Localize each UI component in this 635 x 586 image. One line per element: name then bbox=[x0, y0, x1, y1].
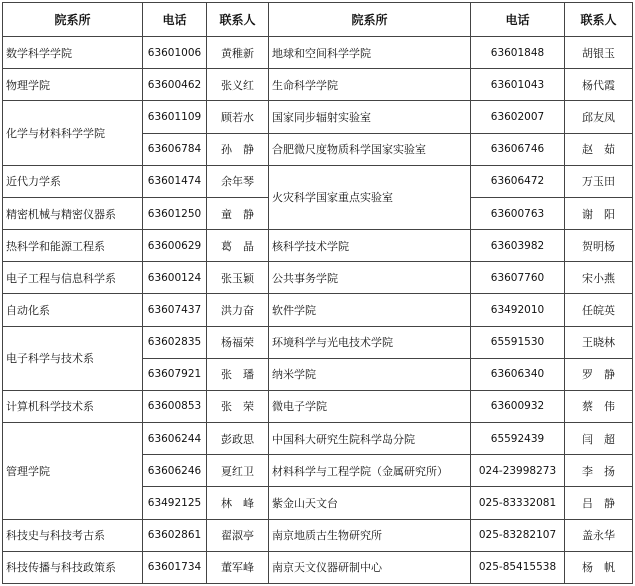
table-row bbox=[3, 326, 633, 358]
phone-cell: 025-83332081 bbox=[471, 487, 565, 519]
dept-cell: 电子工程与信息科学系 bbox=[3, 262, 143, 294]
contact-cell: 万玉田 bbox=[565, 165, 633, 197]
contact-cell: 罗 静 bbox=[565, 358, 633, 390]
dept-cell: 管理学院 bbox=[3, 423, 143, 519]
contact-cell: 顾若水 bbox=[207, 101, 269, 133]
phone-cell: 63602861 bbox=[143, 519, 207, 551]
contact-cell: 赵 茹 bbox=[565, 133, 633, 165]
dept-cell: 科技史与科技考古系 bbox=[3, 519, 143, 551]
contact-cell: 邱友凤 bbox=[565, 101, 633, 133]
dept-cell: 自动化系 bbox=[3, 294, 143, 326]
contact-cell: 王晓林 bbox=[565, 326, 633, 358]
contact-cell: 孙 静 bbox=[207, 133, 269, 165]
phone-cell: 63601848 bbox=[471, 37, 565, 69]
phone-cell: 63602835 bbox=[143, 326, 207, 358]
contact-cell: 张义红 bbox=[207, 69, 269, 101]
header-phone-right: 电话 bbox=[471, 3, 565, 37]
contact-cell: 胡银玉 bbox=[565, 37, 633, 69]
contact-cell: 夏红卫 bbox=[207, 455, 269, 487]
phone-cell: 65592439 bbox=[471, 423, 565, 455]
phone-cell: 63606244 bbox=[143, 423, 207, 455]
contact-cell: 洪力奋 bbox=[207, 294, 269, 326]
dept-cell: 软件学院 bbox=[269, 294, 471, 326]
dept-cell: 近代力学系 bbox=[3, 165, 143, 197]
dept-cell: 国家同步辐射实验室 bbox=[269, 101, 471, 133]
dept-cell: 微电子学院 bbox=[269, 390, 471, 422]
contact-cell: 翟淑亭 bbox=[207, 519, 269, 551]
contact-cell: 张 璠 bbox=[207, 358, 269, 390]
dept-cell: 南京天文仪器研制中心 bbox=[269, 551, 471, 583]
dept-cell: 纳米学院 bbox=[269, 358, 471, 390]
phone-cell: 63492010 bbox=[471, 294, 565, 326]
phone-cell: 63607760 bbox=[471, 262, 565, 294]
phone-cell: 63606246 bbox=[143, 455, 207, 487]
contact-cell: 董军峰 bbox=[207, 551, 269, 583]
contact-cell: 闫 超 bbox=[565, 423, 633, 455]
contact-cell: 葛 晶 bbox=[207, 230, 269, 262]
table-row bbox=[3, 230, 633, 262]
dept-cell: 生命科学学院 bbox=[269, 69, 471, 101]
phone-cell: 63601006 bbox=[143, 37, 207, 69]
phone-cell: 63600124 bbox=[143, 262, 207, 294]
contact-cell: 任皖英 bbox=[565, 294, 633, 326]
phone-cell: 63600853 bbox=[143, 390, 207, 422]
contact-cell: 杨 帆 bbox=[565, 551, 633, 583]
header-row bbox=[3, 3, 633, 37]
dept-cell: 数学科学学院 bbox=[3, 37, 143, 69]
dept-cell: 精密机械与精密仪器系 bbox=[3, 197, 143, 229]
phone-cell: 63606784 bbox=[143, 133, 207, 165]
table-row bbox=[3, 262, 633, 294]
contact-cell: 杨福荣 bbox=[207, 326, 269, 358]
contact-cell: 李 扬 bbox=[565, 455, 633, 487]
dept-cell: 地球和空间科学学院 bbox=[269, 37, 471, 69]
table-row bbox=[3, 551, 633, 583]
header-contact-left: 联系人 bbox=[207, 3, 269, 37]
phone-cell: 63606746 bbox=[471, 133, 565, 165]
table-row bbox=[3, 390, 633, 422]
phone-cell: 63600462 bbox=[143, 69, 207, 101]
dept-cell: 材料科学与工程学院（金属研究所） bbox=[269, 455, 471, 487]
contact-cell: 谢 阳 bbox=[565, 197, 633, 229]
phone-cell: 63601734 bbox=[143, 551, 207, 583]
phone-cell: 65591530 bbox=[471, 326, 565, 358]
table-row bbox=[3, 519, 633, 551]
phone-cell: 025-85415538 bbox=[471, 551, 565, 583]
dept-cell: 火灾科学国家重点实验室 bbox=[269, 165, 471, 229]
phone-cell: 63601109 bbox=[143, 101, 207, 133]
contact-cell: 张 荣 bbox=[207, 390, 269, 422]
contact-cell: 蔡 伟 bbox=[565, 390, 633, 422]
dept-cell: 公共事务学院 bbox=[269, 262, 471, 294]
contact-cell: 彭政思 bbox=[207, 423, 269, 455]
contact-cell: 童 静 bbox=[207, 197, 269, 229]
header-dept-right: 院系所 bbox=[269, 3, 471, 37]
dept-cell: 合肥微尺度物质科学国家实验室 bbox=[269, 133, 471, 165]
dept-cell: 核科学技术学院 bbox=[269, 230, 471, 262]
table-row bbox=[3, 101, 633, 133]
header-phone-left: 电话 bbox=[143, 3, 207, 37]
dept-cell: 中国科大研究生院科学岛分院 bbox=[269, 423, 471, 455]
phone-cell: 63601250 bbox=[143, 197, 207, 229]
contact-cell: 宋小燕 bbox=[565, 262, 633, 294]
dept-cell: 南京地质古生物研究所 bbox=[269, 519, 471, 551]
contact-cell: 吕 静 bbox=[565, 487, 633, 519]
phone-cell: 63602007 bbox=[471, 101, 565, 133]
dept-cell: 环境科学与光电技术学院 bbox=[269, 326, 471, 358]
contact-cell: 黄稚新 bbox=[207, 37, 269, 69]
phone-cell: 63600763 bbox=[471, 197, 565, 229]
phone-cell: 63607921 bbox=[143, 358, 207, 390]
phone-cell: 63492125 bbox=[143, 487, 207, 519]
dept-cell: 紫金山天文台 bbox=[269, 487, 471, 519]
contact-cell: 林 峰 bbox=[207, 487, 269, 519]
contact-cell: 张玉颖 bbox=[207, 262, 269, 294]
contact-cell: 贺明杨 bbox=[565, 230, 633, 262]
contact-cell: 杨代霞 bbox=[565, 69, 633, 101]
table-row bbox=[3, 165, 633, 197]
header-contact-right: 联系人 bbox=[565, 3, 633, 37]
dept-cell: 计算机科学技术系 bbox=[3, 390, 143, 422]
dept-cell: 物理学院 bbox=[3, 69, 143, 101]
phone-cell: 63607437 bbox=[143, 294, 207, 326]
dept-cell: 科技传播与科技政策系 bbox=[3, 551, 143, 583]
header-dept-left: 院系所 bbox=[3, 3, 143, 37]
table-row bbox=[3, 423, 633, 455]
phone-cell: 63606340 bbox=[471, 358, 565, 390]
phone-cell: 63600629 bbox=[143, 230, 207, 262]
table-row bbox=[3, 37, 633, 69]
contact-cell: 余年琴 bbox=[207, 165, 269, 197]
phone-cell: 63601474 bbox=[143, 165, 207, 197]
dept-cell: 化学与材料科学学院 bbox=[3, 101, 143, 165]
dept-cell: 电子科学与技术系 bbox=[3, 326, 143, 390]
phone-cell: 025-83282107 bbox=[471, 519, 565, 551]
phone-cell: 63603982 bbox=[471, 230, 565, 262]
table-row bbox=[3, 69, 633, 101]
table-row bbox=[3, 294, 633, 326]
phone-cell: 024-23998273 bbox=[471, 455, 565, 487]
contact-cell: 盖永华 bbox=[565, 519, 633, 551]
contact-directory-table bbox=[2, 2, 633, 584]
dept-cell: 热科学和能源工程系 bbox=[3, 230, 143, 262]
phone-cell: 63606472 bbox=[471, 165, 565, 197]
phone-cell: 63600932 bbox=[471, 390, 565, 422]
phone-cell: 63601043 bbox=[471, 69, 565, 101]
